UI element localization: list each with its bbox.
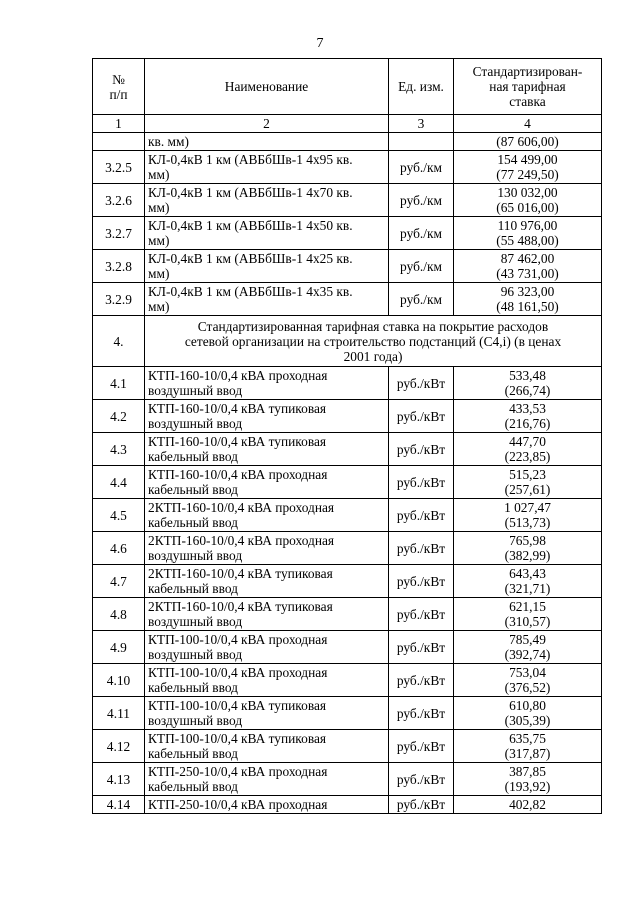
row-number-cell: 4.6 xyxy=(93,532,145,565)
table-row xyxy=(93,697,602,730)
header-num: № п/п xyxy=(93,59,145,115)
table-row xyxy=(93,763,602,796)
table-row xyxy=(93,367,602,400)
column-index: 2 xyxy=(145,115,389,133)
table-row xyxy=(93,400,602,433)
row-number-cell: 4.1 xyxy=(93,367,145,400)
item-name-cell: КТП-160-10/0,4 кВА проходная воздушный ввод xyxy=(145,367,389,400)
item-name-cell: 2КТП-160-10/0,4 кВА проходная кабельный ввод xyxy=(145,499,389,532)
unit-cell: руб./кВт xyxy=(389,400,454,433)
unit-cell: руб./кВт xyxy=(389,433,454,466)
table-row xyxy=(93,433,602,466)
table-row xyxy=(93,466,602,499)
unit-cell: руб./кВт xyxy=(389,796,454,814)
unit-cell: руб./кВт xyxy=(389,466,454,499)
unit-cell: руб./кВт xyxy=(389,697,454,730)
row-number-cell: 3.2.9 xyxy=(93,283,145,316)
rate-cell: 753,04 (376,52) xyxy=(454,664,602,697)
item-name-cell: КТП-100-10/0,4 кВА проходная воздушный ввод xyxy=(145,631,389,664)
rate-cell: 402,82 xyxy=(454,796,602,814)
item-name-cell: КТП-160-10/0,4 кВА проходная кабельный ввод xyxy=(145,466,389,499)
unit-cell: руб./кВт xyxy=(389,763,454,796)
table-row xyxy=(93,499,602,532)
rate-cell: 433,53 (216,76) xyxy=(454,400,602,433)
table-row xyxy=(93,532,602,565)
unit-cell: руб./кВт xyxy=(389,367,454,400)
header-name: Наименование xyxy=(145,59,389,115)
rate-cell: 1 027,47 (513,73) xyxy=(454,499,602,532)
table-row xyxy=(93,565,602,598)
item-name-cell: КТП-100-10/0,4 кВА тупиковая кабельный ввод xyxy=(145,730,389,763)
table-row xyxy=(93,217,602,250)
item-name-cell: КЛ-0,4кВ 1 км (АВБбШв-1 4х50 кв. мм) xyxy=(145,217,389,250)
column-index: 3 xyxy=(389,115,454,133)
unit-cell: руб./км xyxy=(389,283,454,316)
rate-cell: 635,75 (317,87) xyxy=(454,730,602,763)
rate-cell: 533,48 (266,74) xyxy=(454,367,602,400)
row-number-cell: 4.3 xyxy=(93,433,145,466)
table-header-row xyxy=(93,59,602,115)
table-row xyxy=(93,730,602,763)
rate-cell: 785,49 (392,74) xyxy=(454,631,602,664)
row-number-cell: 3.2.8 xyxy=(93,250,145,283)
table-row xyxy=(93,631,602,664)
row-number-cell: 3.2.7 xyxy=(93,217,145,250)
row-number-cell: 4.11 xyxy=(93,697,145,730)
section-row xyxy=(93,316,602,367)
rate-cell: 387,85 (193,92) xyxy=(454,763,602,796)
item-name-cell: КЛ-0,4кВ 1 км (АВБбШв-1 4х25 кв. мм) xyxy=(145,250,389,283)
rate-cell: 765,98 (382,99) xyxy=(454,532,602,565)
row-number-cell: 4.10 xyxy=(93,664,145,697)
item-name-cell: КЛ-0,4кВ 1 км (АВБбШв-1 4х35 кв. мм) xyxy=(145,283,389,316)
rate-cell: 610,80 (305,39) xyxy=(454,697,602,730)
row-number-cell: 4.4 xyxy=(93,466,145,499)
unit-cell: руб./км xyxy=(389,217,454,250)
row-number-cell: 3.2.5 xyxy=(93,151,145,184)
rate-cell: 621,15 (310,57) xyxy=(454,598,602,631)
unit-cell: руб./км xyxy=(389,151,454,184)
unit-cell: руб./кВт xyxy=(389,598,454,631)
row-number-cell: 3.2.6 xyxy=(93,184,145,217)
table-row xyxy=(93,283,602,316)
tariff-table xyxy=(92,58,602,814)
rate-cell: 515,23 (257,61) xyxy=(454,466,602,499)
unit-cell: руб./кВт xyxy=(389,499,454,532)
section-title-cell: Стандартизированная тарифная ставка на покрытие расходов сетевой организации на строительство подстанций (C4,i) (в ценах 2001 года) xyxy=(145,316,602,367)
rate-cell: 87 462,00 (43 731,00) xyxy=(454,250,602,283)
column-index: 1 xyxy=(93,115,145,133)
item-name-cell: 2КТП-160-10/0,4 кВА тупиковая кабельный ввод xyxy=(145,565,389,598)
table-row xyxy=(93,598,602,631)
rate-cell: 130 032,00 (65 016,00) xyxy=(454,184,602,217)
item-name-cell: 2КТП-160-10/0,4 кВА тупиковая воздушный ввод xyxy=(145,598,389,631)
table-row xyxy=(93,151,602,184)
rate-cell: 96 323,00 (48 161,50) xyxy=(454,283,602,316)
item-name-cell: КЛ-0,4кВ 1 км (АВБбШв-1 4х95 кв. мм) xyxy=(145,151,389,184)
unit-cell: руб./кВт xyxy=(389,532,454,565)
unit-cell: руб./кВт xyxy=(389,730,454,763)
item-name-cell: КЛ-0,4кВ 1 км (АВБбШв-1 4х70 кв. мм) xyxy=(145,184,389,217)
item-name-cell: КТП-160-10/0,4 кВА тупиковая кабельный ввод xyxy=(145,433,389,466)
row-number-cell: 4.12 xyxy=(93,730,145,763)
column-index: 4 xyxy=(454,115,602,133)
unit-cell: руб./км xyxy=(389,184,454,217)
rate-cell: 447,70 (223,85) xyxy=(454,433,602,466)
row-number-cell: 4.8 xyxy=(93,598,145,631)
item-name-cell: 2КТП-160-10/0,4 кВА проходная воздушный ввод xyxy=(145,532,389,565)
table-row xyxy=(93,796,602,814)
row-number-cell: 4. xyxy=(93,316,145,367)
header-unit: Ед. изм. xyxy=(389,59,454,115)
row-number-cell: 4.14 xyxy=(93,796,145,814)
row-number-cell: 4.2 xyxy=(93,400,145,433)
table-row xyxy=(93,664,602,697)
item-name-cell: КТП-250-10/0,4 кВА проходная xyxy=(145,796,389,814)
item-name-cell: КТП-250-10/0,4 кВА проходная кабельный ввод xyxy=(145,763,389,796)
page-number: 7 xyxy=(316,36,324,51)
unit-cell: руб./кВт xyxy=(389,565,454,598)
unit-cell: руб./км xyxy=(389,250,454,283)
column-index-row xyxy=(93,115,602,133)
rate-cell: 154 499,00 (77 249,50) xyxy=(454,151,602,184)
header-rate: Стандартизирован- ная тарифная ставка xyxy=(454,59,602,115)
row-number-cell: 4.13 xyxy=(93,763,145,796)
row-number-cell: 4.7 xyxy=(93,565,145,598)
row-number-cell: 4.9 xyxy=(93,631,145,664)
item-name-cell: КТП-100-10/0,4 кВА тупиковая воздушный ввод xyxy=(145,697,389,730)
rate-cell: (87 606,00) xyxy=(454,133,602,151)
item-name-cell: кв. мм) xyxy=(145,133,389,151)
table-row xyxy=(93,184,602,217)
row-number-cell: 4.5 xyxy=(93,499,145,532)
unit-cell xyxy=(389,133,454,151)
item-name-cell: КТП-100-10/0,4 кВА проходная кабельный ввод xyxy=(145,664,389,697)
item-name-cell: КТП-160-10/0,4 кВА тупиковая воздушный ввод xyxy=(145,400,389,433)
rate-cell: 643,43 (321,71) xyxy=(454,565,602,598)
table-body xyxy=(93,133,602,814)
unit-cell: руб./кВт xyxy=(389,664,454,697)
unit-cell: руб./кВт xyxy=(389,631,454,664)
table-row xyxy=(93,250,602,283)
table-row xyxy=(93,133,602,151)
row-number-cell xyxy=(93,133,145,151)
rate-cell: 110 976,00 (55 488,00) xyxy=(454,217,602,250)
